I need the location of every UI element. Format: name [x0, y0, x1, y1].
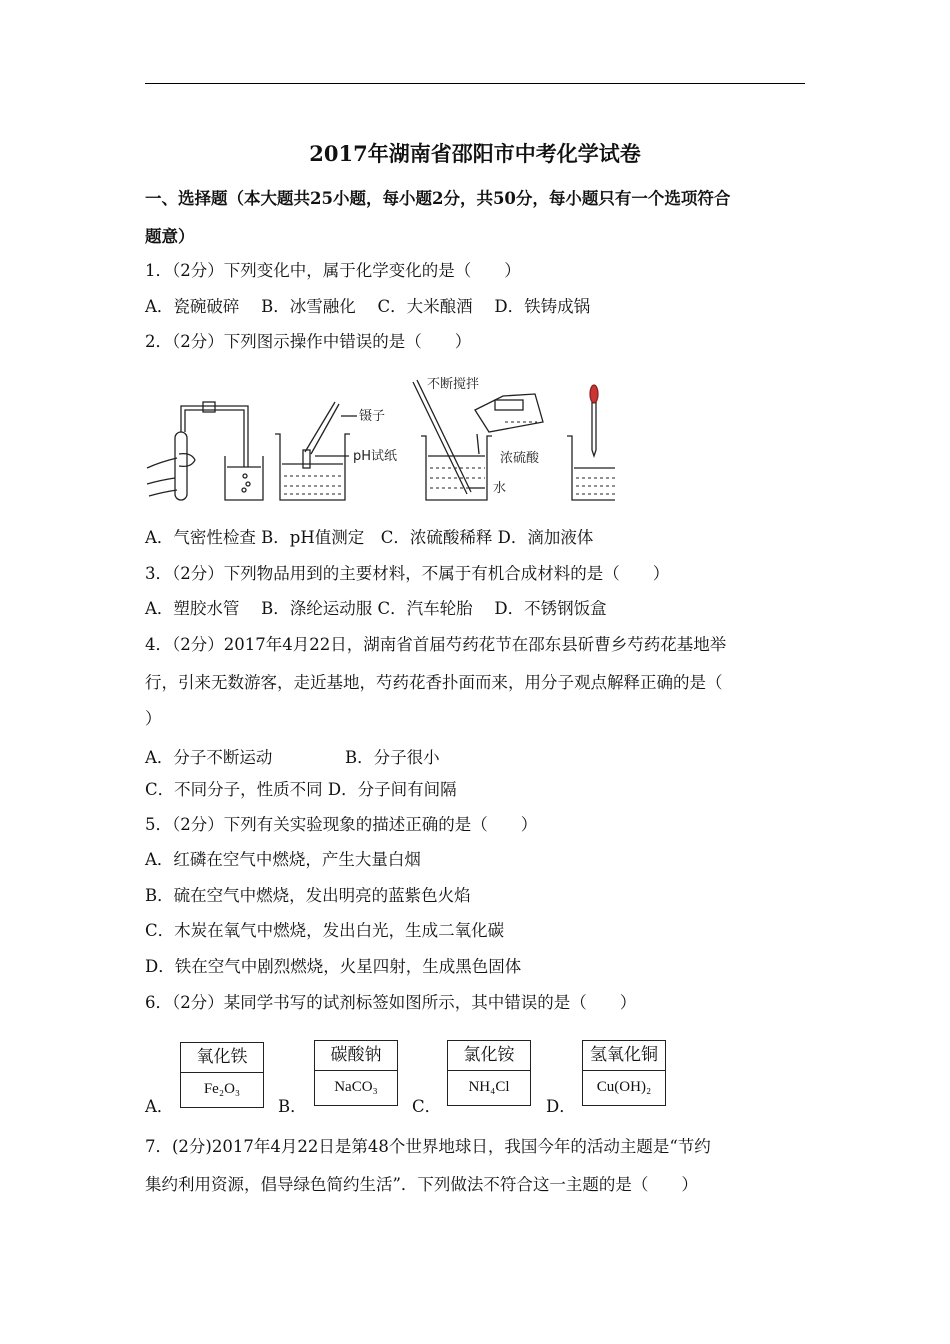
reagent-name: 氧化铁	[181, 1043, 263, 1073]
q3-options: A．塑胶水管 B．涤纶运动服 C．汽车轮胎 D．不锈钢饭盒	[145, 599, 607, 618]
label-acid: 浓硫酸	[500, 451, 540, 466]
dilution-apparatus	[413, 380, 543, 500]
q2-stem: 2．（2分）下列图示操作中错误的是（ ）	[145, 332, 472, 351]
reagent-formula: NaCO₃	[334, 1079, 378, 1095]
q7-stem: 7．(2分)2017年4月22日是第48个世界地球日，我国今年的活动主题是“节约	[145, 1137, 711, 1156]
reagent-label-c	[447, 1040, 531, 1106]
reagent-formula: Cu(OH)₂	[596, 1079, 652, 1095]
q6-letter-c: C．	[412, 1097, 442, 1116]
q4-option-a: A．分子不断运动	[145, 748, 273, 767]
q1-stem: 1．（2分）下列变化中，属于化学变化的是（ ）	[145, 261, 521, 280]
q6-letter-b: B．	[278, 1097, 307, 1116]
label-stir: 不断搅拌	[427, 377, 480, 392]
reagent-name: 氢氧化铜	[583, 1041, 665, 1071]
q4-option-b: B．分子很小	[345, 748, 440, 767]
q4-stem-end: ）	[145, 709, 162, 728]
airtightness-apparatus	[147, 402, 263, 500]
ph-test-apparatus	[275, 402, 357, 500]
q5-stem: 5．（2分）下列有关实验现象的描述正确的是（ ）	[145, 815, 538, 834]
q4-stem-cont: 行，引来无数游客，走近基地，芍药花香扑面而来，用分子观点解释正确的是（	[145, 673, 723, 692]
label-ph-paper: pH试纸	[353, 449, 398, 464]
q3-stem: 3．（2分）下列物品用到的主要材料，不属于有机合成材料的是（ ）	[145, 564, 670, 583]
q5-option-d: D．铁在空气中剧烈燃烧，火星四射，生成黑色固体	[145, 957, 522, 976]
q1-options: A．瓷碗破碎 B．冰雪融化 C．大米酿酒 D．铁铸成锅	[145, 297, 591, 316]
q5-option-a: A．红磷在空气中燃烧，产生大量白烟	[145, 850, 421, 869]
reagent-label-d	[582, 1040, 666, 1106]
q6-letter-a: A．	[145, 1097, 174, 1116]
q4-options-cd: C．不同分子，性质不同 D．分子间有间隔	[145, 780, 457, 799]
section-heading-cont: 题意）	[145, 227, 195, 246]
dropper-apparatus	[567, 385, 615, 500]
q7-stem-cont: 集约利用资源，倡导绿色简约生活”．下列做法不符合这一主题的是（ ）	[145, 1175, 698, 1194]
label-tweezers: 镊子	[359, 409, 386, 424]
q2-figure	[145, 372, 615, 510]
q6-letter-d: D．	[546, 1097, 576, 1116]
q6-stem: 6．（2分）某同学书写的试剂标签如图所示，其中错误的是（ ）	[145, 993, 637, 1012]
page-title: 2017年湖南省邵阳市中考化学试卷	[309, 141, 641, 166]
q4-stem: 4．（2分）2017年4月22日，湖南省首届芍药花节在邵东县斫曹乡芍药花基地举	[145, 635, 727, 654]
q2-options: A．气密性检查 B．pH值测定 C．浓硫酸稀释 D．滴加液体	[145, 528, 594, 547]
q5-option-c: C．木炭在氧气中燃烧，发出白光，生成二氧化碳	[145, 921, 505, 940]
top-rule	[145, 83, 805, 84]
reagent-formula: Fe₂O₃	[203, 1081, 241, 1097]
label-water: 水	[493, 481, 507, 496]
reagent-label-b	[314, 1040, 398, 1106]
section-heading: 一、选择题（本大题共25小题，每小题2分，共50分，每小题只有一个选项符合	[145, 189, 731, 208]
reagent-name: 碳酸钠	[315, 1041, 397, 1071]
reagent-label-a	[180, 1042, 264, 1108]
reagent-name: 氯化铵	[448, 1041, 530, 1071]
reagent-formula: NH₄Cl	[468, 1079, 510, 1095]
q5-option-b: B．硫在空气中燃烧，发出明亮的蓝紫色火焰	[145, 886, 471, 905]
